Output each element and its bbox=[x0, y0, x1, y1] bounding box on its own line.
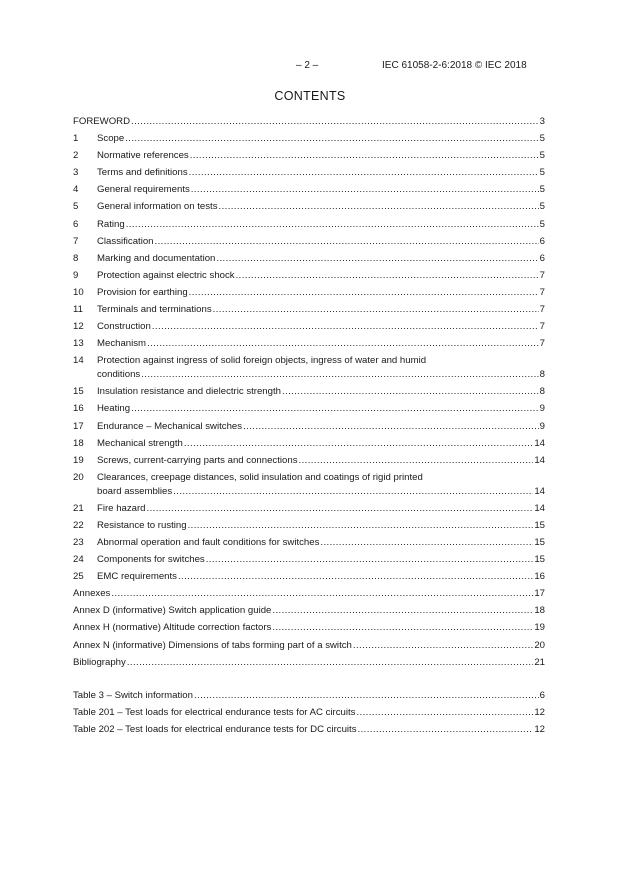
dot-leader bbox=[125, 130, 538, 147]
toc-entry-page: 8 bbox=[539, 386, 545, 398]
toc-entry-page: 18 bbox=[534, 605, 545, 617]
dot-leader bbox=[272, 602, 533, 619]
section-gap bbox=[73, 671, 545, 687]
dot-leader bbox=[320, 534, 533, 551]
toc-entry-label: Annex N (informative) Dimensions of tabs forming part of a switch bbox=[73, 639, 352, 651]
toc-entry-page: 9 bbox=[539, 403, 545, 415]
toc-entry[interactable] bbox=[73, 637, 545, 654]
toc-entry[interactable] bbox=[73, 181, 545, 198]
toc-entry-page: 14 bbox=[534, 437, 545, 449]
toc-entry-number: 13 bbox=[73, 338, 84, 350]
toc-entry[interactable] bbox=[73, 147, 545, 164]
toc-entry[interactable] bbox=[73, 452, 545, 469]
toc-entry-page: 6 bbox=[539, 689, 545, 701]
toc-entry-page: 17 bbox=[534, 588, 545, 600]
toc-entry-label: Terminals and terminations bbox=[97, 304, 212, 316]
toc-entry-page: 14 bbox=[534, 485, 545, 497]
dot-leader bbox=[141, 368, 538, 382]
toc-entry-number: 21 bbox=[73, 502, 84, 514]
dot-leader bbox=[353, 637, 533, 654]
toc-entry[interactable] bbox=[73, 568, 545, 585]
toc-entry-number: 25 bbox=[73, 571, 84, 583]
toc-entry-number: 22 bbox=[73, 519, 84, 531]
toc-entry[interactable] bbox=[73, 400, 545, 417]
dot-leader bbox=[111, 585, 533, 602]
dot-leader bbox=[126, 216, 539, 233]
toc-entry-page: 7 bbox=[539, 338, 545, 350]
toc-entry-label: Components for switches bbox=[97, 554, 205, 566]
toc-entry-number: 17 bbox=[73, 420, 84, 432]
toc-entry-page: 9 bbox=[539, 420, 545, 432]
dot-leader bbox=[131, 400, 539, 417]
toc-entry-page: 12 bbox=[534, 706, 545, 718]
dot-leader bbox=[194, 687, 539, 704]
toc-entry-number: 12 bbox=[73, 321, 84, 333]
toc-entry-number: 1 bbox=[73, 133, 79, 145]
toc-entry-label: Table 3 – Switch information bbox=[73, 689, 193, 701]
toc-entry-label: Endurance – Mechanical switches bbox=[97, 420, 243, 432]
toc-entry-page: 14 bbox=[534, 454, 545, 466]
toc-entry-label: Provision for earthing bbox=[97, 286, 188, 298]
toc-entry-page: 7 bbox=[539, 304, 545, 316]
toc-entry-label: Fire hazard bbox=[97, 502, 146, 514]
toc-entry[interactable] bbox=[73, 284, 545, 301]
toc-entry[interactable] bbox=[73, 113, 545, 130]
toc-entry-page: 6 bbox=[539, 235, 545, 247]
table-list-entry[interactable] bbox=[73, 704, 545, 721]
toc-entry-label: Screws, current-carrying parts and connections bbox=[97, 454, 298, 466]
dot-leader bbox=[236, 267, 539, 284]
dot-leader bbox=[147, 500, 534, 517]
toc-entry-page: 5 bbox=[539, 133, 545, 145]
dot-leader bbox=[131, 113, 539, 130]
toc-entry[interactable] bbox=[73, 418, 545, 435]
toc-entry-number: 7 bbox=[73, 235, 79, 247]
toc-entry-label-continued: board assemblies bbox=[97, 485, 173, 497]
toc-entry-page: 14 bbox=[534, 502, 545, 514]
toc-entry-page: 16 bbox=[534, 571, 545, 583]
toc-entry-number: 20 bbox=[73, 471, 84, 483]
toc-entry-page: 8 bbox=[539, 369, 545, 381]
toc-entry-number: 11 bbox=[73, 304, 83, 316]
toc-entry[interactable] bbox=[73, 216, 545, 233]
toc-entry-number: 16 bbox=[73, 403, 84, 415]
toc-entry-label: Annexes bbox=[73, 588, 111, 600]
dot-leader bbox=[184, 435, 533, 452]
toc-entry-label: Classification bbox=[97, 235, 154, 247]
toc-entry-page: 5 bbox=[539, 218, 545, 230]
toc-entry[interactable] bbox=[73, 517, 545, 534]
dot-leader bbox=[189, 164, 539, 181]
toc-entry-number: 15 bbox=[73, 386, 84, 398]
toc-entry-label: Scope bbox=[97, 133, 125, 145]
toc-entry-page: 5 bbox=[539, 150, 545, 162]
toc-entry-label: Heating bbox=[97, 403, 131, 415]
dot-leader bbox=[206, 551, 534, 568]
toc-entry-page: 7 bbox=[539, 286, 545, 298]
dot-leader bbox=[178, 568, 533, 585]
dot-leader bbox=[216, 250, 538, 267]
toc-entry[interactable] bbox=[73, 435, 545, 452]
toc-entry-page: 12 bbox=[534, 723, 545, 735]
toc-entry-label: Annex D (informative) Switch application guide bbox=[73, 605, 272, 617]
toc-entry-number: 3 bbox=[73, 167, 79, 179]
toc-entry[interactable] bbox=[73, 318, 545, 335]
toc-entry-page: 5 bbox=[539, 167, 545, 179]
toc-entry-page: 15 bbox=[534, 536, 545, 548]
dot-leader bbox=[127, 654, 534, 671]
toc-entry-number: 23 bbox=[73, 536, 84, 548]
page-title: CONTENTS bbox=[274, 89, 346, 103]
toc-entry-number: 10 bbox=[73, 286, 84, 298]
toc-entry-label: Mechanical strength bbox=[97, 437, 183, 449]
toc-entry[interactable] bbox=[73, 500, 545, 517]
toc-entry-number: 5 bbox=[73, 201, 79, 213]
toc-entry[interactable] bbox=[73, 164, 545, 181]
dot-leader bbox=[213, 301, 539, 318]
toc-entry-number: 4 bbox=[73, 184, 79, 196]
toc-entry[interactable] bbox=[73, 198, 545, 215]
toc-entry-label: Abnormal operation and fault conditions for switches bbox=[97, 536, 320, 548]
toc-entry-page: 21 bbox=[534, 656, 545, 668]
toc-entry-label: Insulation resistance and dielectric strength bbox=[97, 386, 281, 398]
toc-entry-number: 18 bbox=[73, 437, 84, 449]
dot-leader bbox=[155, 233, 539, 250]
toc-entry-label: Table 201 – Test loads for electrical endurance tests for AC circuits bbox=[73, 706, 356, 718]
toc-entry-label: General requirements bbox=[97, 184, 190, 196]
toc-entry-page: 7 bbox=[539, 321, 545, 333]
toc-entry-page: 5 bbox=[539, 201, 545, 213]
toc-entry-label: Rating bbox=[97, 218, 125, 230]
toc-entry-label: Marking and documentation bbox=[97, 252, 216, 264]
dot-leader bbox=[191, 181, 539, 198]
dot-leader bbox=[147, 335, 539, 352]
page-number: – 2 – bbox=[296, 60, 319, 71]
toc-entry-number: 8 bbox=[73, 252, 79, 264]
dot-leader bbox=[282, 383, 539, 400]
toc-entry-page: 5 bbox=[539, 184, 545, 196]
dot-leader bbox=[356, 704, 533, 721]
toc-entry-number: 14 bbox=[73, 355, 84, 367]
toc-entry-label: Construction bbox=[97, 321, 151, 333]
toc-entry-label: Table 202 – Test loads for electrical endurance tests for DC circuits bbox=[73, 723, 357, 735]
toc-entry-page: 6 bbox=[539, 252, 545, 264]
table-list-entry[interactable] bbox=[73, 721, 545, 738]
dot-leader bbox=[188, 517, 534, 534]
toc-entry-page: 3 bbox=[539, 116, 545, 127]
toc-entry[interactable] bbox=[73, 602, 545, 619]
dot-leader bbox=[299, 452, 534, 469]
toc-entry-label: Bibliography bbox=[73, 656, 126, 668]
document-reference: IEC 61058-2-6:2018 © IEC 2018 bbox=[382, 60, 527, 71]
toc-entry-label: Resistance to rusting bbox=[97, 519, 187, 531]
toc-entry[interactable] bbox=[73, 619, 545, 636]
toc-entry-label-continued: conditions bbox=[97, 369, 141, 381]
toc-entry-label: Normative references bbox=[97, 150, 189, 162]
dot-leader bbox=[189, 284, 539, 301]
dot-leader bbox=[243, 418, 539, 435]
toc-entry-label: Terms and definitions bbox=[97, 167, 188, 179]
toc-entry-number: 6 bbox=[73, 218, 79, 230]
toc-entry[interactable] bbox=[73, 534, 545, 551]
dot-leader bbox=[358, 721, 534, 738]
toc-entry-page: 15 bbox=[534, 554, 545, 566]
toc-entry[interactable] bbox=[73, 585, 545, 602]
toc-entry-page: 15 bbox=[534, 519, 545, 531]
toc-entry[interactable] bbox=[73, 233, 545, 250]
toc-entry[interactable] bbox=[73, 469, 545, 500]
toc-entry-page: 7 bbox=[539, 269, 545, 281]
toc-entry-label: FOREWORD bbox=[73, 116, 131, 127]
toc-entry-label: Annex H (normative) Altitude correction factors bbox=[73, 622, 272, 634]
dot-leader bbox=[173, 485, 533, 499]
toc-entry-number: 24 bbox=[73, 554, 84, 566]
toc-entry[interactable] bbox=[73, 654, 545, 671]
toc-entry-page: 19 bbox=[534, 622, 545, 634]
toc-entry[interactable] bbox=[73, 301, 545, 318]
toc-entry-number: 19 bbox=[73, 454, 84, 466]
toc-entry[interactable] bbox=[73, 551, 545, 568]
toc-entry-number: 2 bbox=[73, 150, 79, 162]
toc-entry-label: Protection against ingress of solid foreign objects, ingress of water and humid bbox=[97, 355, 427, 367]
table-list-entry[interactable] bbox=[73, 687, 545, 704]
dot-leader bbox=[190, 147, 539, 164]
dot-leader bbox=[152, 318, 539, 335]
toc-entry-label: EMC requirements bbox=[97, 571, 177, 583]
toc-entry-page: 20 bbox=[534, 639, 545, 651]
toc-entry-label: Protection against electric shock bbox=[97, 269, 235, 281]
toc-entry-label: Clearances, creepage distances, solid insulation and coatings of rigid printed bbox=[97, 471, 423, 483]
toc-entry[interactable] bbox=[73, 352, 545, 383]
toc-entry[interactable] bbox=[73, 383, 545, 400]
toc-entry[interactable] bbox=[73, 250, 545, 267]
toc-entry-label: General information on tests bbox=[97, 201, 218, 213]
dot-leader bbox=[272, 619, 533, 636]
toc-entry[interactable] bbox=[73, 267, 545, 284]
toc-entry[interactable] bbox=[73, 130, 545, 147]
dot-leader bbox=[219, 198, 539, 215]
toc-entry-number: 9 bbox=[73, 269, 79, 281]
toc-entry-label: Mechanism bbox=[97, 338, 147, 350]
toc-entry[interactable] bbox=[73, 335, 545, 352]
table-of-contents bbox=[73, 113, 545, 738]
